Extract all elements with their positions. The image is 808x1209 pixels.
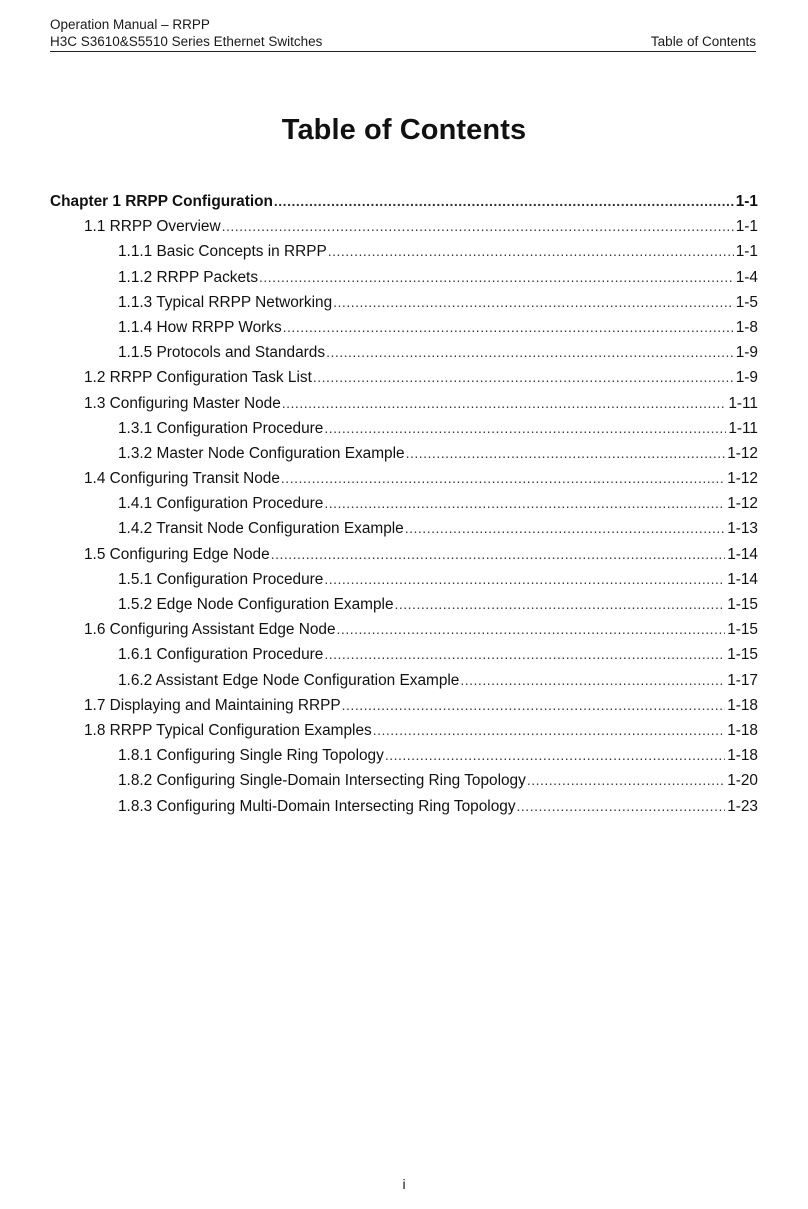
toc-dot-leader: [406, 441, 726, 466]
toc-entry-page: 1-11: [728, 394, 758, 412]
toc-entry[interactable]: [50, 416, 758, 441]
toc-dot-leader: [324, 642, 725, 667]
toc-entry-label: 1.5 Configuring Edge Node: [84, 545, 270, 563]
toc-dot-leader: [328, 239, 734, 264]
toc-entry[interactable]: [50, 466, 758, 491]
toc-entry-label: 1.6.1 Configuration Procedure: [118, 646, 324, 664]
toc-entry-page: 1-18: [727, 747, 758, 765]
toc-dot-leader: [342, 693, 726, 718]
toc-entry-page: 1-9: [735, 369, 758, 387]
toc-entry-label: 1.6 Configuring Assistant Edge Node: [84, 621, 336, 639]
toc-entry-label: 1.4.2 Transit Node Configuration Example: [118, 520, 404, 538]
toc-entry[interactable]: [50, 718, 758, 743]
toc-dot-leader: [333, 290, 734, 315]
toc-dot-leader: [517, 794, 726, 819]
toc-dot-leader: [326, 340, 734, 365]
toc-entry-label: 1.5.2 Edge Node Configuration Example: [118, 596, 394, 613]
toc-entry-label: Chapter 1 RRPP Configuration: [50, 193, 273, 210]
toc-entry[interactable]: [50, 391, 758, 416]
toc-entry[interactable]: [50, 794, 758, 819]
toc-entry-label: 1.1.2 RRPP Packets: [118, 268, 259, 286]
toc-entry[interactable]: [50, 592, 758, 617]
toc-entry-page: 1-18: [727, 721, 758, 739]
toc-entry-page: 1-14: [727, 570, 758, 588]
toc-entry-page: 1-8: [735, 318, 758, 336]
toc-entry-page: 1-15: [727, 621, 758, 639]
toc-entry-label: 1.1.5 Protocols and Standards: [118, 344, 326, 362]
toc-entry-label: 1.3.1 Configuration Procedure: [118, 419, 324, 437]
toc-entry-label: 1.5.1 Configuration Procedure: [118, 570, 324, 588]
toc-dot-leader: [527, 768, 725, 793]
toc-entry[interactable]: [50, 516, 758, 541]
toc-entry[interactable]: [50, 768, 758, 793]
header-divider: [50, 51, 756, 52]
toc-entry[interactable]: [50, 668, 758, 693]
toc-entry-page: 1-15: [727, 596, 758, 613]
toc-entry[interactable]: [50, 265, 758, 290]
toc-dot-leader: [271, 542, 726, 567]
header-product-name: H3C S3610&S5510 Series Ethernet Switches: [50, 34, 323, 49]
toc-entry-label: 1.8.1 Configuring Single Ring Topology: [118, 747, 384, 765]
toc-entry[interactable]: [50, 239, 758, 264]
toc-entry[interactable]: [50, 693, 758, 718]
toc-entry-label: 1.8.2 Configuring Single-Domain Intersecting Ring Topology: [118, 772, 526, 790]
toc-entry[interactable]: [50, 315, 758, 340]
toc-entry[interactable]: [50, 642, 758, 667]
toc-entry[interactable]: [50, 743, 758, 768]
toc-entry[interactable]: [50, 441, 758, 466]
toc-dot-leader: [324, 416, 726, 441]
toc-entry-label: 1.8 RRPP Typical Configuration Examples: [84, 721, 372, 739]
toc-dot-leader: [324, 567, 725, 592]
toc-dot-leader: [324, 491, 725, 516]
toc-entry-page: 1-9: [735, 344, 758, 362]
toc-entry[interactable]: [50, 214, 758, 239]
toc-dot-leader: [313, 365, 734, 390]
toc-entry-label: 1.1.4 How RRPP Works: [118, 318, 282, 336]
toc-entry-page: 1-20: [727, 772, 758, 790]
header-manual-title: Operation Manual – RRPP: [50, 17, 210, 32]
toc-entry-label: 1.2 RRPP Configuration Task List: [84, 369, 312, 387]
toc-entry[interactable]: [50, 617, 758, 642]
toc-dot-leader: [281, 466, 725, 491]
toc-dot-leader: [373, 718, 725, 743]
toc-entry[interactable]: [50, 189, 758, 214]
toc-entry-label: 1.3 Configuring Master Node: [84, 394, 281, 412]
toc-entry-label: 1.8.3 Configuring Multi-Domain Intersecting Ring Topology: [118, 797, 516, 815]
toc-entry-page: 1-1: [735, 218, 758, 236]
toc-entry[interactable]: [50, 340, 758, 365]
page-header: [50, 16, 756, 50]
toc-entry-page: 1-15: [727, 646, 758, 664]
toc-entry[interactable]: [50, 567, 758, 592]
header-second-row: [50, 33, 756, 50]
toc-dot-leader: [283, 315, 734, 340]
toc-entry-page: 1-11: [728, 419, 758, 437]
toc-dot-leader: [274, 189, 734, 214]
table-of-contents: [50, 189, 758, 819]
toc-entry-label: 1.4 Configuring Transit Node: [84, 470, 280, 488]
header-section-name: Table of Contents: [650, 34, 756, 49]
toc-dot-leader: [460, 668, 725, 693]
toc-entry-label: 1.1.1 Basic Concepts in RRPP: [118, 243, 327, 261]
toc-dot-leader: [405, 516, 725, 541]
toc-entry-page: 1-5: [735, 293, 758, 311]
toc-entry-page: 1-18: [727, 696, 758, 714]
toc-entry-label: 1.6.2 Assistant Edge Node Configuration Example: [118, 671, 460, 689]
toc-dot-leader: [222, 214, 734, 239]
toc-entry-page: 1-12: [727, 495, 758, 513]
toc-entry-page: 1-4: [735, 268, 758, 286]
toc-entry-label: 1.1.3 Typical RRPP Networking: [118, 293, 333, 311]
toc-dot-leader: [282, 391, 727, 416]
toc-dot-leader: [259, 265, 734, 290]
toc-entry-page: 1-1: [735, 243, 758, 261]
toc-dot-leader: [385, 743, 725, 768]
toc-entry-page: 1-12: [727, 444, 758, 462]
toc-entry[interactable]: [50, 542, 758, 567]
toc-dot-leader: [395, 592, 726, 617]
toc-entry-page: 1-23: [727, 797, 758, 815]
toc-entry-page: 1-14: [727, 545, 758, 563]
toc-entry-page: 1-12: [727, 470, 758, 488]
toc-entry[interactable]: [50, 365, 758, 390]
page-number: i: [402, 1176, 406, 1192]
toc-entry-label: 1.7 Displaying and Maintaining RRPP: [84, 696, 341, 714]
toc-entry-page: 1-1: [735, 193, 758, 210]
toc-entry-page: 1-13: [727, 520, 758, 538]
toc-entry-label: 1.1 RRPP Overview: [84, 218, 221, 236]
toc-dot-leader: [337, 617, 726, 642]
toc-entry-page: 1-17: [727, 671, 758, 689]
toc-entry[interactable]: [50, 491, 758, 516]
toc-entry-label: 1.4.1 Configuration Procedure: [118, 495, 324, 513]
page-title: Table of Contents: [281, 114, 527, 146]
toc-entry[interactable]: [50, 290, 758, 315]
toc-entry-label: 1.3.2 Master Node Configuration Example: [118, 444, 405, 462]
